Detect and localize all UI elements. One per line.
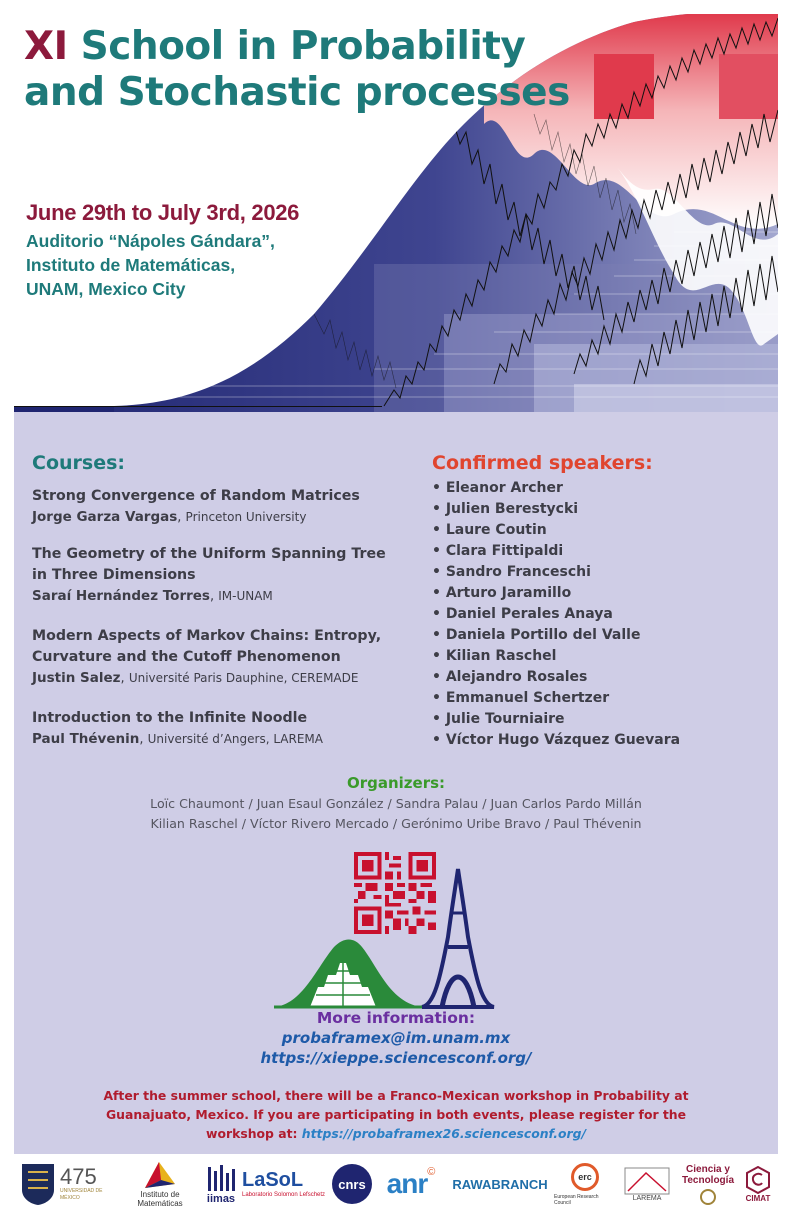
speaker-item: • Víctor Hugo Vázquez Guevara <box>432 732 681 748</box>
iimas-bars-icon <box>206 1163 236 1193</box>
course-item <box>32 544 412 607</box>
speaker-item: • Kilian Raschel <box>432 648 557 664</box>
speaker-item: • Clara Fittipaldi <box>432 543 564 559</box>
pyramid-eiffel-logo-icon <box>272 867 502 1012</box>
venue-line-2: Instituto de Matemáticas, <box>26 255 236 275</box>
unam-caption: UNIVERSIDAD DE MÉXICO <box>60 1188 103 1201</box>
organizers-line-1: Loïc Chaumont / Juan Esaul González / Sandra Palau / Juan Carlos Pardo Millán <box>150 796 642 811</box>
website-link[interactable]: https://xieppe.sciencesconf.org/ <box>260 1049 532 1067</box>
lecturer-name: Saraí Hernández Torres <box>32 588 210 604</box>
speaker-item: • Emmanuel Schertzer <box>432 690 610 706</box>
course-lecturer: Justin Salez, Université Paris Dauphine, CEREMADE <box>32 670 359 686</box>
lasol-caption: Laboratorio Solomon Lefschetz <box>242 1192 326 1198</box>
speaker-item: • Alejandro Rosales <box>432 669 588 685</box>
speaker-item: • Julie Tourniaire <box>432 711 565 727</box>
rawabranch-logo[interactable] <box>448 1156 552 1212</box>
event-dates: June 29th to July 3rd, 2026 <box>26 200 300 225</box>
erc-label: erc <box>578 1171 592 1182</box>
lasol-logo[interactable] <box>242 1156 326 1212</box>
notice-prefix: workshop at: <box>206 1126 302 1141</box>
speaker-item: • Julien Berestycki <box>432 501 579 517</box>
lecturer-name: Paul Thévenin <box>32 731 140 747</box>
lecturer-affiliation: Université d’Angers, LAREMA <box>147 732 323 746</box>
event-title <box>24 24 584 116</box>
cyt-label-2: Tecnología <box>681 1174 735 1186</box>
more-info-heading: More information: <box>316 1009 476 1027</box>
course-title: Strong Convergence of Random Matrices <box>32 488 360 504</box>
edition-number: XI <box>24 24 68 69</box>
cimat-hex-icon <box>746 1166 770 1194</box>
unam-logo[interactable] <box>16 1156 124 1212</box>
lecturer-affiliation: Princeton University <box>185 510 307 524</box>
title-text: School in Probability and Stochastic processes <box>24 24 570 115</box>
course-title-line: The Geometry of the Uniform Spanning Tree <box>32 546 386 562</box>
notice-line-3 <box>54 1124 738 1143</box>
cnrs-label: cnrs <box>338 1176 366 1192</box>
workshop-notice <box>54 1086 738 1143</box>
iimas-label: iimas <box>206 1193 236 1205</box>
organizers-heading: Organizers: <box>346 774 446 792</box>
unam-anniversary: 475 <box>60 1164 97 1189</box>
lecturer-affiliation: IM-UNAM <box>218 589 273 603</box>
contact-email-link[interactable]: probaframex@im.unam.mx <box>281 1029 511 1047</box>
speaker-item: • Eleanor Archer <box>432 480 563 496</box>
cyt-label-1: Ciencia y <box>686 1163 730 1175</box>
info-panel <box>14 412 778 1154</box>
iimas-logo[interactable] <box>202 1156 240 1212</box>
notice-line-2: Guanajuato, Mexico. If you are participating in both events, please register for the <box>105 1107 687 1122</box>
course-lecturer: Paul Thévenin, Université d’Angers, LAREMA <box>32 731 323 747</box>
speakers-heading: Confirmed speakers: <box>432 452 653 474</box>
notice-line-1: After the summer school, there will be a Franco-Mexican workshop in Probability at <box>103 1088 689 1103</box>
course-lecturer: Saraí Hernández Torres, IM-UNAM <box>32 588 273 604</box>
speaker-item: • Arturo Jaramillo <box>432 585 572 601</box>
larema-logo[interactable] <box>618 1156 676 1212</box>
header <box>14 14 778 412</box>
sponsor-logos <box>14 1156 778 1212</box>
venue <box>26 229 275 301</box>
ciencia-tecnologia-logo[interactable] <box>678 1156 738 1212</box>
course-title-line: in Three Dimensions <box>32 567 196 583</box>
cimat-logo[interactable] <box>738 1156 778 1212</box>
course-item <box>32 708 412 750</box>
lecturer-affiliation: Université Paris Dauphine, CEREMADE <box>128 671 359 685</box>
unam-shield-icon <box>20 1162 56 1206</box>
erc-circle-icon <box>571 1163 599 1191</box>
erc-logo[interactable] <box>554 1156 616 1212</box>
im-triangle-icon <box>143 1160 177 1190</box>
speakers-list <box>432 478 680 751</box>
lasol-label: LaSoL <box>242 1169 304 1191</box>
erc-caption: European Research Council <box>554 1193 599 1206</box>
lecturer-name: Justin Salez <box>32 670 121 686</box>
larema-label: LAREMA <box>632 1194 662 1202</box>
speaker-item: • Daniel Perales Anaya <box>432 606 613 622</box>
course-lecturer: Jorge Garza Vargas, Princeton University <box>32 509 307 525</box>
speaker-item: • Daniela Portillo del Valle <box>432 627 641 643</box>
course-title: Introduction to the Infinite Noodle <box>32 710 308 726</box>
venue-line-3: UNAM, Mexico City <box>26 279 186 299</box>
course-item <box>32 486 412 528</box>
workshop-registration-link[interactable]: https://probaframex26.sciencesconf.org/ <box>301 1126 586 1141</box>
anr-mark: © <box>427 1166 436 1178</box>
cnrs-logo[interactable] <box>330 1156 374 1212</box>
larema-mark-icon <box>624 1167 670 1195</box>
cnrs-circle-icon <box>332 1164 372 1204</box>
seal-icon <box>700 1189 716 1205</box>
courses-heading: Courses: <box>32 452 125 474</box>
cimat-label: CIMAT <box>745 1193 771 1203</box>
speaker-item: • Laure Coutin <box>432 522 547 538</box>
course-title-line: Curvature and the Cutoff Phenomenon <box>32 649 341 665</box>
course-title-line: Modern Aspects of Markov Chains: Entropy, <box>32 628 382 644</box>
anr-logo[interactable] <box>376 1156 446 1212</box>
im-label: Instituto de Matemáticas <box>137 1190 183 1208</box>
anr-label: anr <box>386 1168 428 1199</box>
rawabranch-label: RAWABRANCH <box>452 1176 548 1192</box>
venue-line-1: Auditorio “Nápoles Gándara”, <box>26 231 275 251</box>
lecturer-name: Jorge Garza Vargas <box>32 509 178 525</box>
speaker-item: • Sandro Franceschi <box>432 564 591 580</box>
organizers-line-2: Kilian Raschel / Víctor Rivero Mercado / Gerónimo Uribe Bravo / Paul Thévenin <box>150 816 642 831</box>
course-item <box>32 626 412 689</box>
instituto-matematicas-logo[interactable] <box>122 1156 198 1212</box>
